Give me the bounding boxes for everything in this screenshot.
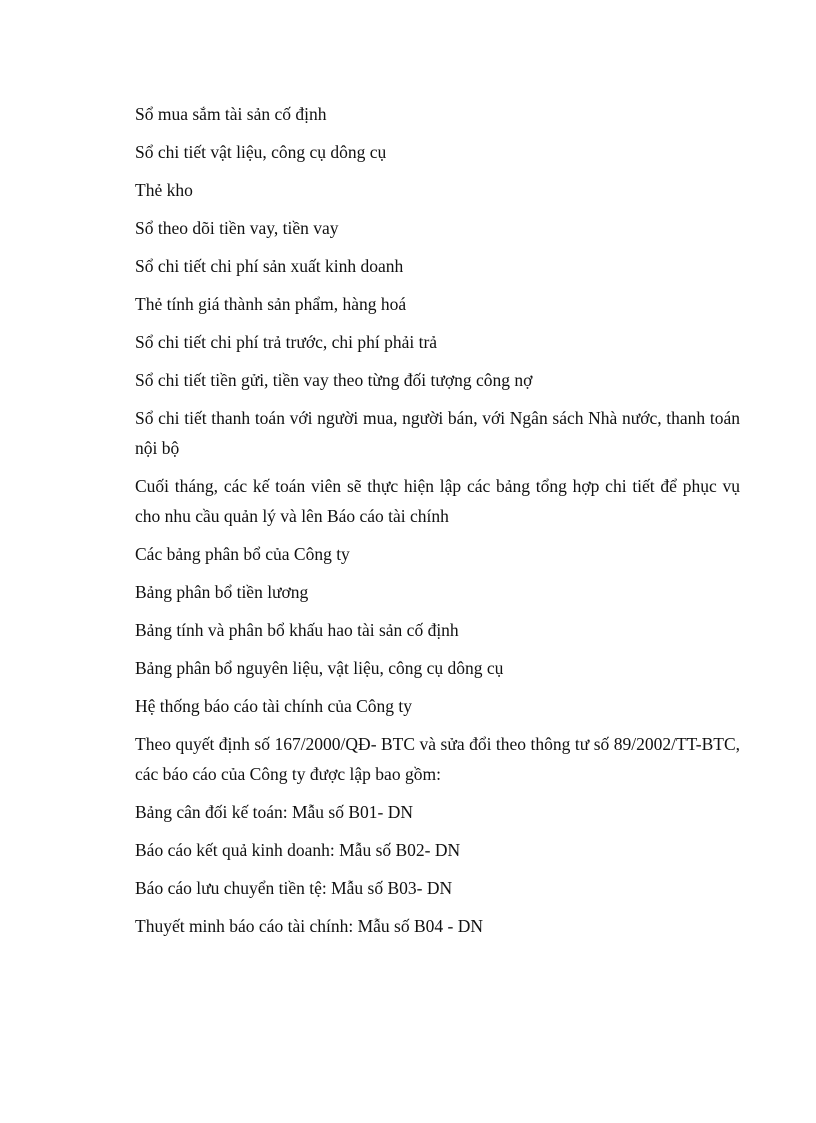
paragraph-13: Bảng tính và phân bổ khấu hao tài sản cố định	[135, 620, 459, 640]
paragraph-17: Bảng cân đối kế toán: Mẫu số B01- DN	[135, 802, 414, 822]
paragraph-6: Thẻ tính giá thành sản phẩm, hàng hoá	[135, 294, 407, 314]
paragraph-9: Sổ chi tiết thanh toán với người mua, người bán, với Ngân sách Nhà nước, thanh toán nội bộ	[135, 408, 740, 458]
paragraph-12: Bảng phân bổ tiền lương	[135, 582, 309, 602]
paragraph-2: Sổ chi tiết vật liệu, công cụ dông cụ	[135, 142, 387, 162]
paragraph-20: Thuyết minh báo cáo tài chính: Mẫu số B04 - DN	[135, 916, 483, 936]
paragraph-8: Sổ chi tiết tiền gửi, tiền vay theo từng đối tượng công nợ	[135, 370, 533, 390]
paragraph-19: Báo cáo lưu chuyển tiền tệ: Mẫu số B03- DN	[135, 878, 453, 898]
paragraph-5: Sổ chi tiết chi phí sản xuất kinh doanh	[135, 256, 404, 276]
paragraph-1: Sổ mua sắm tài sản cố định	[135, 104, 327, 124]
paragraph-18: Báo cáo kết quả kinh doanh: Mẫu số B02- DN	[135, 840, 461, 860]
paragraph-4: Sổ theo dõi tiền vay, tiền vay	[135, 218, 339, 238]
paragraph-14: Bảng phân bổ nguyên liệu, vật liệu, công cụ dông cụ	[135, 658, 504, 678]
paragraph-7: Sổ chi tiết chi phí trả trước, chi phí phải trả	[135, 332, 438, 352]
document-body	[135, 99, 740, 949]
paragraph-15: Hệ thống báo cáo tài chính của Công ty	[135, 696, 413, 716]
paragraph-3: Thẻ kho	[135, 180, 193, 200]
paragraph-11: Các bảng phân bổ của Công ty	[135, 544, 350, 564]
paragraph-16: Theo quyết định số 167/2000/QĐ- BTC và sửa đổi theo thông tư số 89/2002/TT-BTC, các báo cáo của Công ty được lập bao gồm:	[135, 734, 740, 784]
paragraph-10: Cuối tháng, các kế toán viên sẽ thực hiện lập các bảng tổng hợp chi tiết để phục vụ cho nhu cầu quản lý và lên Báo cáo tài chính	[135, 476, 740, 526]
